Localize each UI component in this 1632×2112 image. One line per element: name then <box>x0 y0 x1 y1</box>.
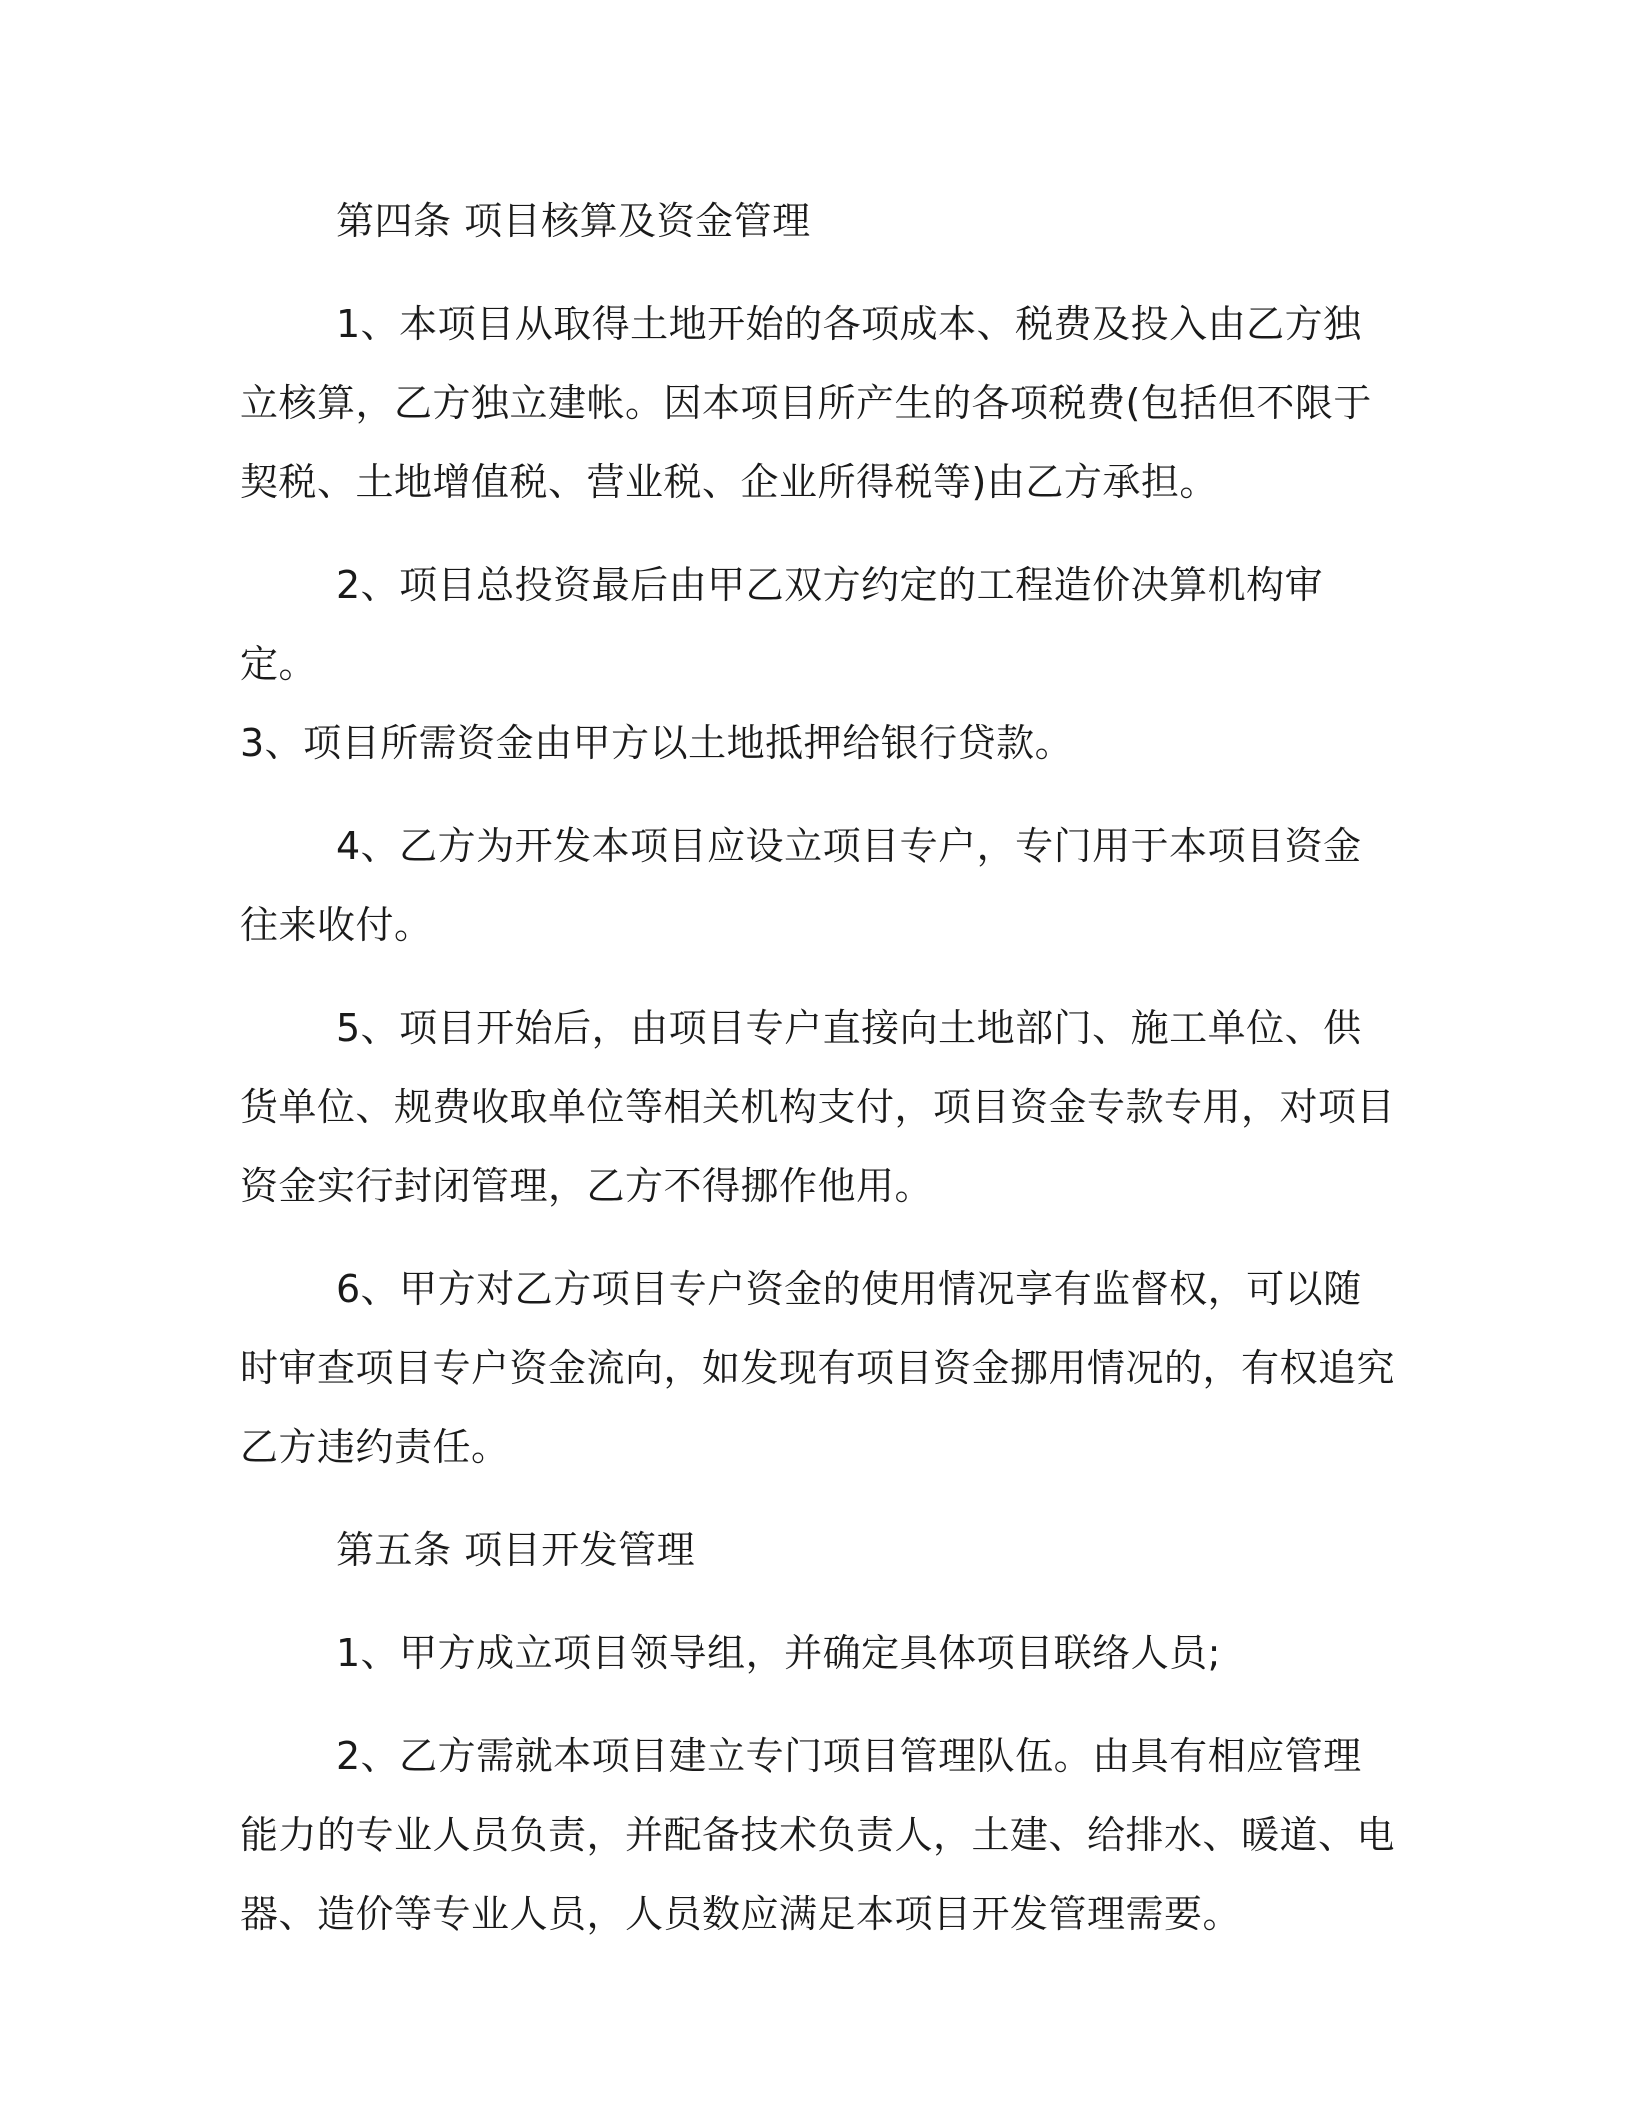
paragraph-5-1: 1、甲方成立项目领导组，并确定具体项目联络人员; <box>336 1631 1221 1675</box>
paragraph-4-2: 2、项目总投资最后由甲乙双方约定的工程造价决算机构审定。 <box>240 563 1324 686</box>
paragraph-4-5: 5、项目开始后，由项目专户直接向土地部门、施工单位、供货单位、规费收取单位等相关机构支付，项目资金专款专用，对项目资金实行封闭管理，乙方不得挪作他用。 <box>240 1006 1396 1208</box>
paragraph-5-2: 2、乙方需就本项目建立专门项目管理队伍。由具有相应管理能力的专业人员负责，并配备技术负责人，土建、给排水、暖道、电器、造价等专业人员，人员数应满足本项目开发管理需要。 <box>240 1734 1396 1936</box>
section-heading-article-4: 第四条 项目核算及资金管理 <box>336 199 811 243</box>
paragraph-4-1: 1、本项目从取得土地开始的各项成本、税费及投入由乙方独立核算，乙方独立建帐。因本项目所产生的各项税费(包括但不限于契税、土地增值税、营业税、企业所得税等)由乙方承担。 <box>240 302 1372 504</box>
section-heading-article-5: 第五条 项目开发管理 <box>336 1528 696 1572</box>
document-body <box>240 182 1400 1954</box>
paragraph-4-3: 3、项目所需资金由甲方以土地抵押给银行贷款。 <box>240 721 1074 765</box>
paragraph-4-6: 6、甲方对乙方项目专户资金的使用情况享有监督权，可以随时审查项目专户资金流向，如发现有项目资金挪用情况的，有权追究乙方违约责任。 <box>240 1267 1396 1469</box>
paragraph-4-4: 4、乙方为开发本项目应设立项目专户，专门用于本项目资金往来收付。 <box>240 824 1362 947</box>
